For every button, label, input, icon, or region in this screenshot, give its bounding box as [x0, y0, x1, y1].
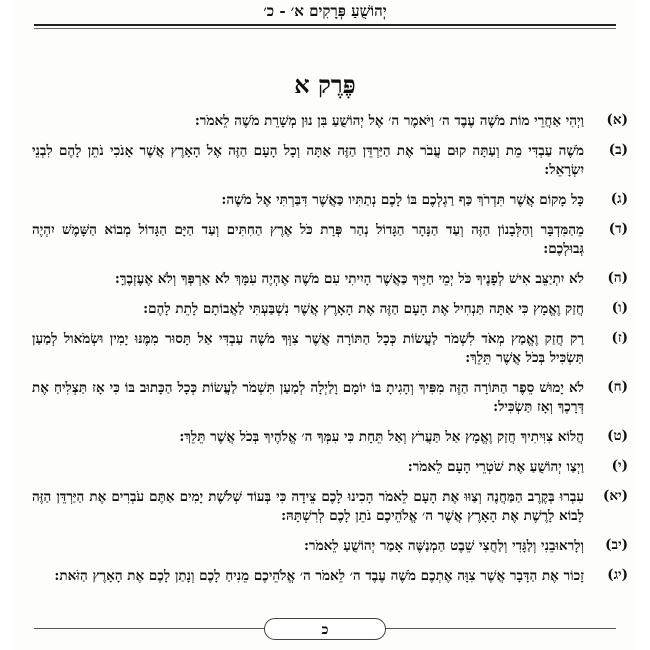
verse [32, 112, 628, 131]
verse [32, 379, 628, 417]
book-page [14, 0, 636, 650]
verse-list [32, 112, 628, 597]
verse [32, 270, 628, 289]
verse-text: חֲזַק וֶאֱמָץ כִּי אַתָּה תַּנְחִיל אֶת הָעָם הַזֶּה אֶת הָאָרֶץ אֲשֶׁר נִשְׁבַּעְתִּי לַאֲבוֹתָם לָתֵת לָהֶם: [143, 301, 584, 317]
verse-number: (ו) [611, 300, 628, 316]
chapter-title: פֶּרֶק א [294, 70, 356, 99]
verse [32, 191, 628, 210]
page-number: כ [321, 622, 329, 638]
verse-number: (י) [611, 458, 628, 474]
verse-text: מֵהַמִּדְבָּר וְהַלְּבָנוֹן הַזֶּה וְעַד הַנָּהָר הַגָּדוֹל נְהַר פְּרָת כֹּל אֶרֶץ הַחִתִּים וְעַד הַיָּם הַגָּדוֹל מְבוֹא הַשָּׁמֶשׁ יִהְיֶה גְּבוּלְכֶם: [32, 222, 584, 257]
verse-number: (ט) [607, 428, 628, 444]
verse-text: לֹא יִתְיַצֵּב אִישׁ לְפָנֶיךָ כֹּל יְמֵי חַיֶּיךָ כַּאֲשֶׁר הָיִיתִי עִם מֹשֶׁה אֶהְיֶה עִמָּךְ לֹא אַרְפְּךָ וְלֹא אֶעֶזְבֶךָּ: [114, 271, 584, 287]
verse [32, 488, 628, 526]
verse-text: רַק חֲזַק וֶאֱמַץ מְאֹד לִשְׁמֹר לַעֲשׂוֹת כְּכָל הַתּוֹרָה אֲשֶׁר צִוְּךָ מֹשֶׁה עַבְדִּי אַל תָּסוּר מִמֶּנּוּ יָמִין וּשְׂמֹאול לְמַעַן תַּשְׂכִּיל בְּכֹל אֲשֶׁר תֵּלֵךְ: [32, 331, 584, 366]
verse-text: וְלָראוּבֵנִי וְלַגָּדִי וְלַחֲצִי שֵׁבֶט הַמְנַשֶּׁה אָמַר יְהוֹשֻׁעַ לֵאמֹר: [303, 538, 584, 554]
verse-number: (ד) [608, 221, 628, 237]
verse [32, 537, 628, 556]
verse-text: לֹא יָמוּשׁ סֵפֶר הַתּוֹרָה הַזֶּה מִפִּיךָ וְהָגִיתָ בּוֹ יוֹמָם וָלַיְלָה לְמַעַן תִּשְׁמֹר לַעֲשׂוֹת כְּכָל הַכָּתוּב בּוֹ כִּי אָז תַּצְלִיחַ אֶת דְּרָכֶךָ וְאָז תַּשְׂכִּיל: [32, 380, 584, 415]
verse-number: (יא) [603, 488, 628, 504]
verse [32, 458, 628, 477]
verse-number: (ג) [610, 191, 628, 207]
verse [32, 300, 628, 319]
verse-text: זָכוֹר אֶת הַדָּבָר אֲשֶׁר צִוָּה אֶתְכֶם מֹשֶׁה עֶבֶד ה׳ לֵאמֹר ה׳ אֱלֹהֵיכֶם מֵנִיחַ לָכֶם וְנָתַן לָכֶם אֶת הָאָרֶץ הַזֹּאת: [54, 568, 584, 584]
header-rule [34, 24, 616, 26]
verse-number: (ח) [607, 379, 628, 395]
verse-number: (יב) [605, 537, 628, 553]
verse [32, 221, 628, 259]
verse-text: וַיְהִי אַחֲרֵי מוֹת מֹשֶׁה עֶבֶד ה׳ וַיֹּאמֶר ה׳ אֶל יְהוֹשֻׁעַ בִּן נוּן מְשָׁרֵת מֹשֶׁה לֵאמֹר: [194, 113, 584, 129]
header-rule-thin [34, 28, 616, 29]
verse-text: כָּל מָקוֹם אֲשֶׁר תִּדְרֹךְ כַּף רַגְלְכֶם בּוֹ לָכֶם נְתַתִּיו כַּאֲשֶׁר דִּבַּרְתִּי אֶל מֹשֶׁה: [221, 192, 584, 208]
verse [32, 142, 628, 180]
verse [32, 428, 628, 447]
verse-text: הֲלוֹא צִוִּיתִיךָ חֲזַק וֶאֱמָץ אַל תַּעֲרֹץ וְאַל תֵּחָת כִּי עִמְּךָ ה׳ אֱלֹהֶיךָ בְּכֹל אֲשֶׁר תֵּלֵךְ: [179, 429, 584, 445]
verse [32, 567, 628, 586]
verse-text: עִבְרוּ בְּקֶרֶב הַמַּחֲנֶה וְצַוּוּ אֶת הָעָם לֵאמֹר הָכִינוּ לָכֶם צֵידָה כִּי בְּעוֹד שְׁלֹשֶׁת יָמִים אַתֶּם עֹבְרִים אֶת הַיַּרְדֵּן הַזֶּה לָבוֹא לָרֶשֶׁת אֶת הָאָרֶץ אֲשֶׁר ה׳ אֱלֹהֵיכֶם נֹתֵן לָכֶם לְרִשְׁתָּהּ: [32, 489, 584, 524]
verse-text: מֹשֶׁה עַבְדִּי מֵת וְעַתָּה קוּם עֲבֹר אֶת הַיַּרְדֵּן הַזֶּה אַתָּה וְכָל הָעָם הַזֶּה אֶל הָאָרֶץ אֲשֶׁר אָנֹכִי נֹתֵן לָהֶם לִבְנֵי יִשְׂרָאֵל: [32, 143, 584, 178]
verse-number: (יג) [607, 567, 628, 583]
verse-number: (א) [606, 112, 628, 128]
verse-number: (ב) [608, 142, 628, 158]
verse-number: (ה) [607, 270, 628, 286]
verse-number: (ז) [611, 330, 628, 346]
verse-text: וַיְצַו יְהוֹשֻׁעַ אֶת שֹׁטְרֵי הָעָם לֵאמֹר: [407, 459, 584, 475]
footer-ornament [264, 618, 386, 640]
verse [32, 330, 628, 368]
running-header: יְהוֹשֻׁעַ פְּרָקִים א׳ - כ׳ [263, 2, 387, 20]
